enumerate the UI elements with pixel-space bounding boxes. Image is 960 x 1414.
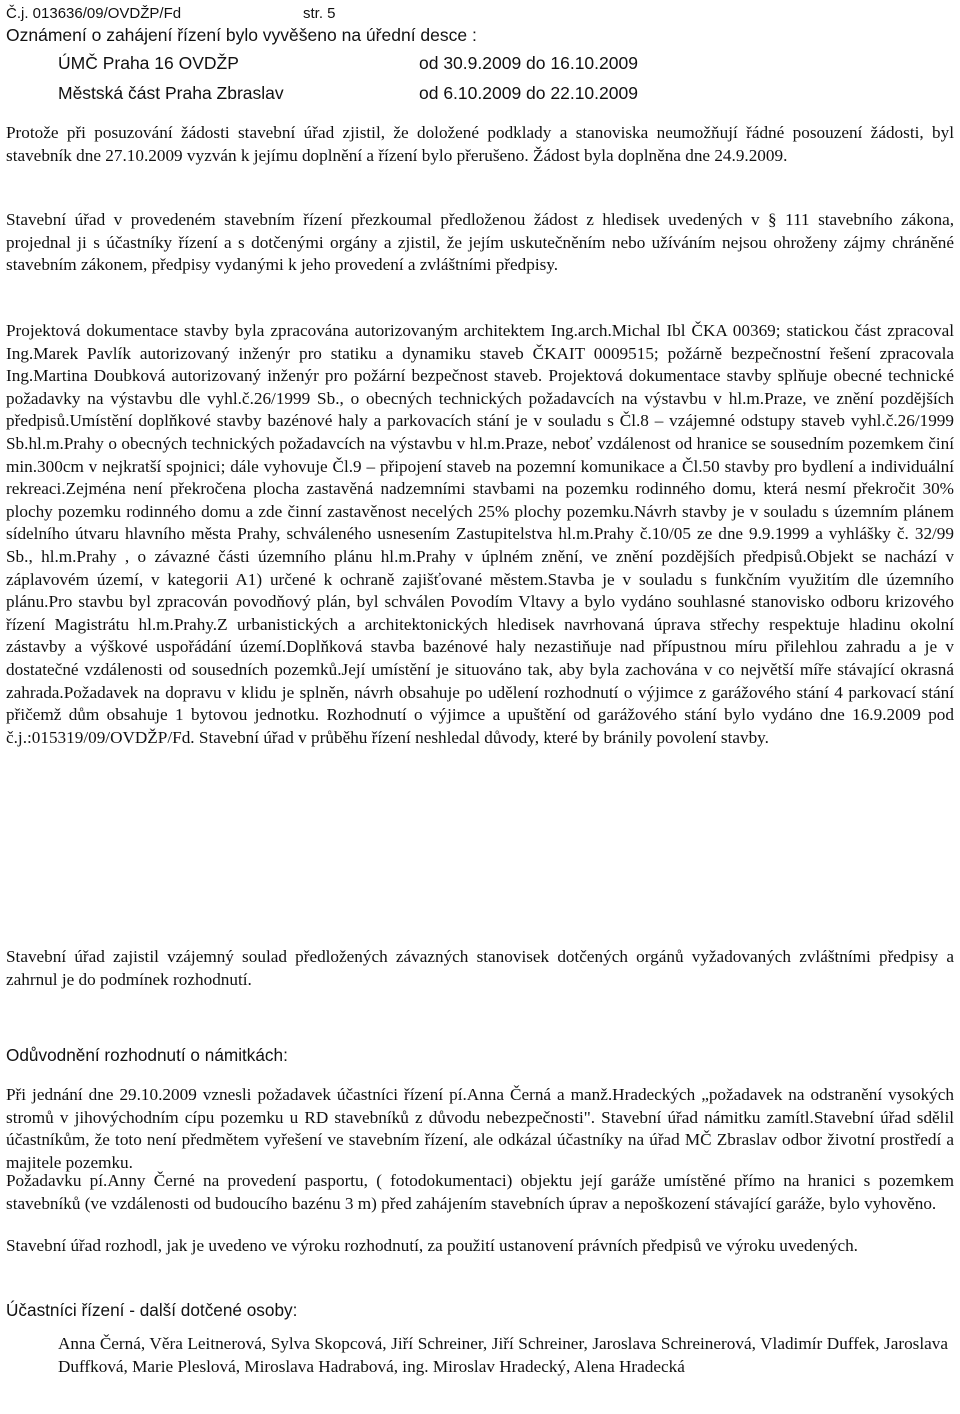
paragraph-interruption: Protože při posuzování žádosti stavební úřad zjistil, že doložené podklady a stanoviska neumožňují řádné posouzení žádosti, byl stavebník dne 27.10.2009 vyzván k jejímu doplnění a řízení bylo přerušeno. Žádost byla doplněna dne 24.9.2009.	[6, 123, 954, 165]
objections-heading: Odůvodnění rozhodnutí o námitkách:	[6, 1045, 288, 1065]
paragraph-objection-trees: Při jednání dne 29.10.2009 vznesli požadavek účastníci řízení pí.Anna Černá a manž.Hradeckých „požadavek na odstranění vysokých stromů v jihovýchodním cípu pozemku u RD stavebníků z důvodu nebezpečnosti". Stavební úřad námitku zamítl.Stavební úřad sdělil účastníkům, že toto není předmětem vyřešení ve stavebním řízení, ale odkázal účastníky na úřad MČ Zbraslav odbor životní prostředí a majitele pozemku.	[6, 1085, 954, 1172]
parties-label: Účastníci řízení - další dotčené osoby:	[6, 1300, 298, 1320]
notice-board-period: od 6.10.2009 do 22.10.2009	[419, 83, 638, 103]
paragraph-binding-opinions: Stavební úřad zajistil vzájemný soulad předložených závazných stanovisek dotčených orgánů vyžadovaných zvláštními předpisy a zahrnul je do podmínek rozhodnutí.	[6, 947, 954, 989]
paragraph-objection-passport: Požadavku pí.Anny Černé na provedení pasportu, ( fotodokumentaci) objektu její garáže umístěné přímo na hranici s pozemkem stavebníků (ve vzdálenosti od budoucího bazénu 3 m) před zahájením stavebních úprav a nepoškození stávající garáže, bylo vyhověno.	[6, 1171, 954, 1213]
document-page	[6, 0, 954, 1376]
notice-board-place: Městská část Praha Zbraslav	[58, 83, 284, 103]
reference-number: Č.j. 013636/09/OVDŽP/Fd	[6, 5, 182, 22]
notice-board-place: ÚMČ Praha 16 OVDŽP	[58, 53, 239, 73]
notice-board-period: od 30.9.2009 do 16.10.2009	[419, 53, 638, 73]
paragraph-decision: Stavební úřad rozhodl, jak je uvedeno ve výroku rozhodnutí, za použití ustanovení právních předpisů ve výroku uvedených.	[6, 1236, 858, 1255]
notice-board-row	[6, 46, 954, 76]
paragraph-project-documentation: Projektová dokumentace stavby byla zpracována autorizovaným architektem Ing.arch.Michal Ibl ČKA 00369; statickou část zpracoval Ing.Marek Pavlík autorizovaný inženýr pro statiku a dynamiku staveb ČKAIT 0009515; požárně bezpečnostní řešení zpracovala Ing.Martina Doubková autorizovaný inženýr pro požární bezpečnost staveb. Projektová dokumentace stavby splňuje obecné technické požadavky na výstavbu dle vyhl.č.26/1999 Sb., o obecných technických požadavcích na výstavbu v hl.m.Praze, ve znění pozdějších předpisů.Umístění doplňkové stavby bazénové haly a parkovacích stání je v souladu s Čl.8 – vzájemné odstupy staveb vyhl.č.26/1999 Sb.hl.m.Prahy o obecných technických požadavcích na výstavbu v hl.m.Praze, neboť vzdálenost od hranice se sousedním pozemkem činí min.300cm v nejkratší spojnici; dále vyhovuje Čl.9 – připojení staveb na pozemní komunikace a Čl.50 stavby pro bydlení a individuální rekreaci.Zejména není překročena plocha zastavěná nadzemními stavbami na pozemku rodinného domu, která nesmí překročit 30% plochy pozemku rodinného domu a zde činní zastavěnost necelých 25% plochy pozemku.Návrh stavby je v souladu s územním plánem sídelního útvaru hlavního města Prahy, schváleného usnesením Zastupitelstva hl.m.Prahy č.10/05 ze dne 9.9.1999 a vyhlášky č. 32/99 Sb., hl.m.Prahy , o závazné části územního plánu hl.m.Prahy v úplném znění, ve znění pozdějších předpisů.Objekt se nachází v záplavovém území, v kategorii A1) určené k ochraně zajišťované městem.Stavba je v souladu s funkčním využitím dle územního plánu.Pro stavbu byl zpracován povodňový plán, byl schválen Povodím Vltavy a bylo vydáno souhlasné stanovisko odboru krizového řízení Magistrátu hl.m.Prahy.Z urbanistických a architektonických hledisek navrhovaná úprava střechy respektuje hladinu okolní zástavby a výškové uspořádání území.Doplňková stavba bazénové haly nezastiňuje nad přípustnou míru přilehlou zahradu a je v dostatečné vzdálenosti od sousedních pozemků.Její umístění je situováno tak, aby byla zachována v co největší míře stávající okrasná zahrada.Požadavek na dopravu v klidu je splněn, návrh obsahuje po udělení rozhodnutí o výjimce z garážového stání 4 parkovací stání přičemž dům obsahuje 1 bytovou jednotku. Rozhodnutí o výjimce a upuštění od garážového stání bylo vydáno dne 16.9.2009 pod č.j.:015319/09/OVDŽP/Fd. Stavební úřad v průběhu řízení neshledal důvody, které by bránily povolení stavby.	[6, 321, 954, 747]
notice-board-row	[6, 76, 954, 106]
paragraph-review: Stavební úřad v provedeném stavebním řízení přezkoumal předloženou žádost z hledisek uvedených v § 111 stavebního zákona, projednal ji s účastníky řízení a s dotčenými orgány a zjistil, že jejím uskutečněním nebo užíváním nejsou ohroženy zájmy chráněné stavebním zákonem, předpisy vydanými k jeho provedení a zvláštními předpisy.	[6, 210, 954, 275]
parties-names: Anna Černá, Věra Leitnerová, Sylva Skopcová, Jiří Schreiner, Jiří Schreiner, Jaroslava Schreinerová, Vladimír Duffek, Jaroslava Duffková, Marie Pleslová, Miroslava Hadrabová, ing. Miroslav Hradecký, Alena Hradecká	[58, 1334, 948, 1376]
notice-title: Oznámení o zahájení řízení bylo vyvěšeno na úřední desce :	[6, 25, 477, 45]
page-header	[6, 0, 954, 22]
page-number: str. 5	[303, 5, 336, 22]
